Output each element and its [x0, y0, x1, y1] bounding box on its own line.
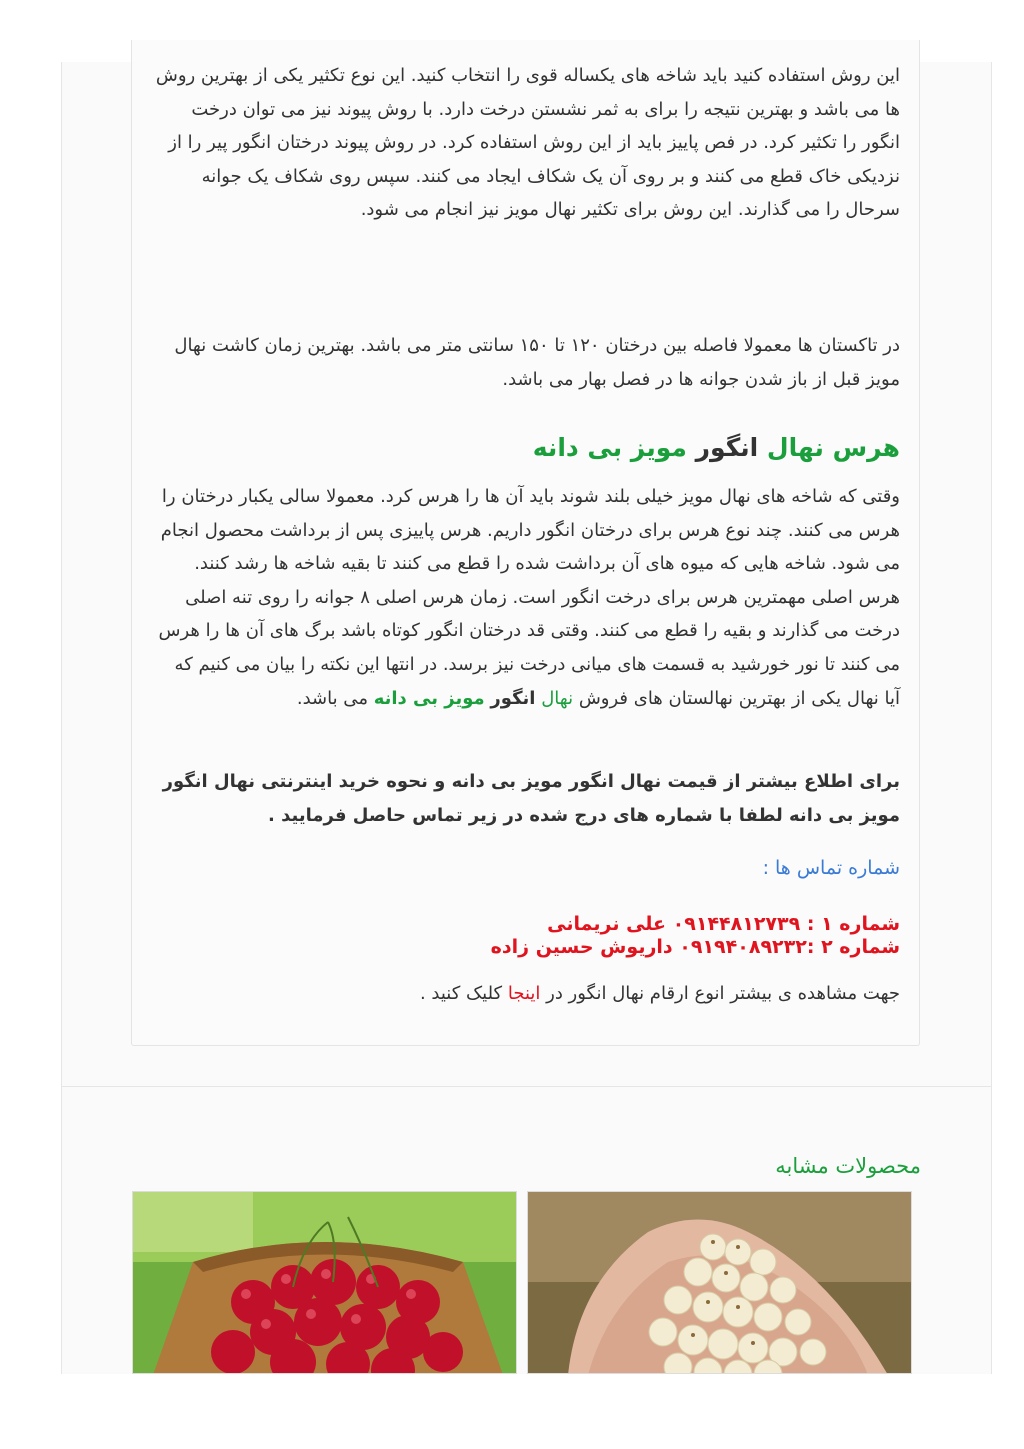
related-product-card[interactable] [527, 1191, 912, 1374]
contacts-label: شماره تماس ها : [762, 857, 900, 879]
cherry-basket-image[interactable] [133, 1192, 517, 1374]
heading-word: انگور [695, 433, 759, 462]
related-product-card[interactable] [132, 1191, 517, 1374]
phone-2[interactable]: شماره ۲ :۰۹۱۹۴۰۸۹۲۳۲ داریوش حسین زاده [490, 936, 900, 958]
phone-1[interactable]: شماره ۱ : ۰۹۱۴۴۸۱۲۷۳۹ علی نریمانی [547, 913, 900, 935]
inline-bold-angoor: انگور [490, 687, 536, 709]
inline-link-maviz[interactable]: مویز بی دانه [373, 687, 485, 709]
heading-link[interactable]: مویز بی دانه [532, 433, 687, 462]
white-currant-image[interactable] [528, 1192, 912, 1374]
here-link[interactable]: اینجا [507, 983, 541, 1004]
related-products-title: محصولات مشابه [775, 1154, 921, 1178]
more-varieties [155, 977, 900, 1010]
paragraph-tail: می باشد. [296, 687, 368, 709]
phone-list [155, 913, 900, 959]
more-text-tail: کلیک کنید . [419, 983, 503, 1004]
article-paragraph: این روش استفاده کنید باید شاخه های یکساله قوی را انتخاب کنید. این نوع تکثیر یکی از بهترین روش ها می باشد و بهترین نتیجه را برای به ثمر نشستن درخت دارد. با روش پیوند نیز می توان درخت انگور را تکثیر کرد. در فص پاییز باید از این روش استفاده کرد. در روش پیوند درختان انگور پیر را از نزدیکی خاک قطع می کنند و بر روی آن یک شکاف ایجاد می کنند. سپس روی شکاف یک جوانه سرحال را می گذارند. این روش برای تکثیر نهال مویز نیز انجام می شود. [155, 65, 900, 221]
heading-word: هرس [832, 433, 900, 462]
section-divider [62, 1086, 991, 1087]
section-heading [155, 426, 900, 470]
article-paragraph [155, 480, 900, 715]
more-text: جهت مشاهده ی بیشتر انوع ارقام نهال انگور در [546, 983, 900, 1004]
article-paragraph: در تاکستان ها معمولا فاصله بین درختان ۱۲۰ تا ۱۵۰ سانتی متر می باشد. بهترین زمان کاشت نهال مویز قبل از باز شدن جوانه ها در فصل بهار می باشد. [174, 335, 900, 390]
inline-link-nahal[interactable]: نهال [541, 687, 574, 709]
paragraph-text: وقتی که شاخه های نهال مویز خیلی بلند شوند باید آن ها را هرس کرد. معمولا سالی یکبار درختان را هرس می کنند. چند نوع هرس برای درختان انگور داریم. هرس پاییزی پس از برداشت محصول انجام می شود. شاخه هایی که میوه های آن برداشت شده را قطع می کنند تا بقیه شاخه ها رشد کنند. هرس اصلی مهمترین هرس برای درخت انگور است. زمان هرس اصلی ۸ جوانه را روی تنه اصلی درخت می گذارند و بقیه را قطع می کنند. وقتی قد درختان انگور کوتاه باشد برگ های آن ها را هرس می کنند تا نور خورشید به قسمت های میانی درخت نیز برسد. در انتها این نکته را بیان می کنیم که آیا نهال یکی از بهترین نهالستان های فروش [158, 486, 900, 709]
heading-link[interactable]: نهال [766, 433, 824, 462]
contact-callout: برای اطلاع بیشتر از قیمت نهال انگور مویز بی دانه و نحوه خرید اینترنتی نهال انگور مویز بی دانه لطفا با شماره های درج شده در زیر تماس حاصل فرمایید . [162, 771, 900, 826]
